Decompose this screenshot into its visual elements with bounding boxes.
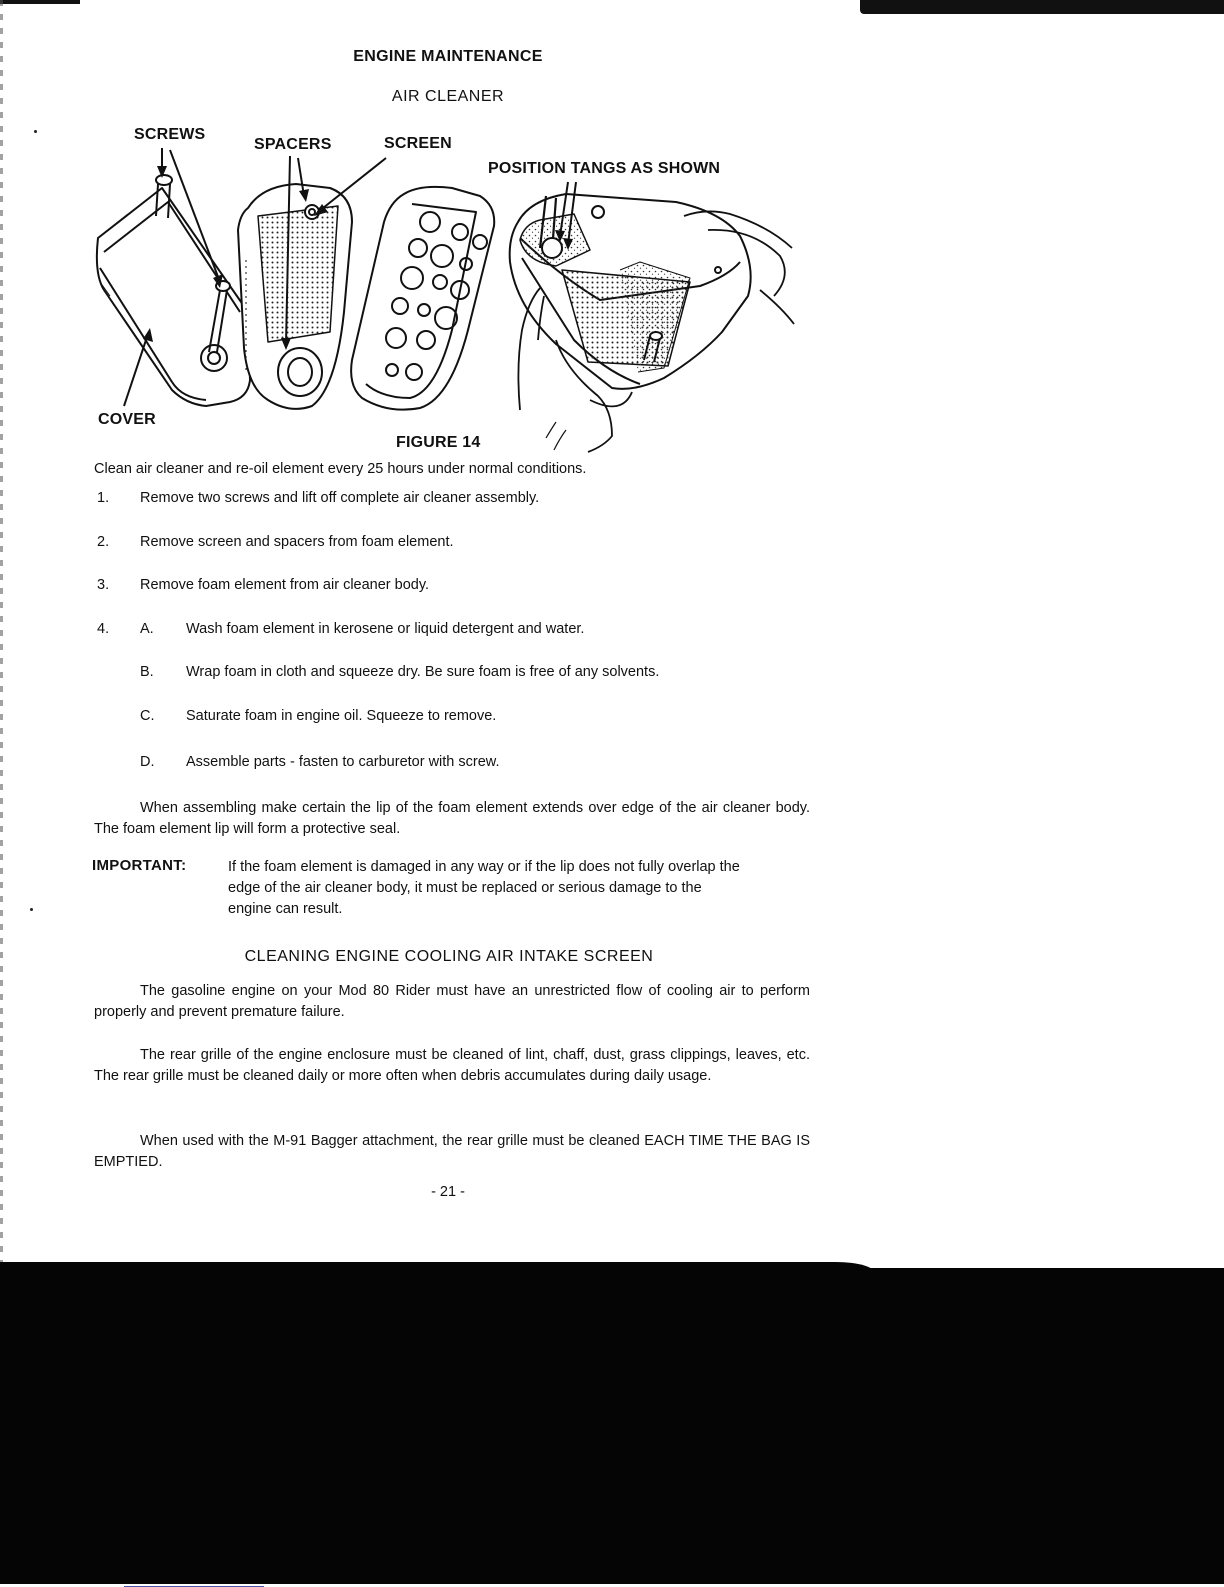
cooling-section-title: CLEANING ENGINE COOLING AIR INTAKE SCREEN: [244, 948, 654, 965]
cooling-paragraph-3: When used with the M-91 Bagger attachment, the rear grille must be cleaned EACH TIME THE BAG IS EMPTIED.: [94, 1133, 810, 1170]
substep-letter: D.: [140, 754, 155, 770]
step-text: Remove two screws and lift off complete air cleaner assembly.: [140, 490, 540, 506]
screen-part: [351, 187, 494, 410]
substep-letter: B.: [140, 664, 154, 680]
intro-text: Clean air cleaner and re-oil element every 25 hours under normal conditions.: [94, 461, 587, 477]
step-text: Remove screen and spacers from foam element.: [140, 534, 454, 550]
important-text: If the foam element is damaged in any way or if the lip does not fully overlap the edge of the air cleaner body, it must be replaced or serious damage to the engine can result.: [228, 859, 740, 917]
figure-label-screen: SCREEN: [384, 135, 452, 152]
air-cleaner-body-part: [510, 194, 751, 389]
substep-text: Saturate foam in engine oil. Squeeze to remove.: [186, 708, 497, 724]
figure-caption: FIGURE 14: [396, 434, 481, 451]
page-curl: [0, 1262, 876, 1286]
figure-label-spacers: SPACERS: [254, 136, 332, 153]
cooling-paragraph-2: The rear grille of the engine enclosure must be cleaned of lint, chaff, dust, grass clippings, leaves, etc. The rear grille must be cleaned daily or more often when debris accumulates during daily usage.: [94, 1047, 810, 1084]
scan-speck: [30, 908, 33, 911]
substep-text: Wash foam element in kerosene or liquid detergent and water.: [186, 621, 585, 637]
step-number: 1.: [97, 490, 110, 506]
page-number: - 21 -: [431, 1184, 465, 1200]
scan-dark-bottom: [0, 1268, 1224, 1584]
foam-element-part: [238, 184, 352, 409]
substep-text: Wrap foam in cloth and squeeze dry. Be sure foam is free of any solvents.: [186, 664, 660, 680]
substep-letter: A.: [140, 621, 154, 637]
assembly-note: When assembling make certain the lip of the foam element extends over edge of the air cleaner body. The foam element lip will form a protective seal.: [94, 800, 810, 837]
step-number: 3.: [97, 577, 110, 593]
section-title: ENGINE MAINTENANCE: [353, 48, 543, 65]
figure-label-tangs: POSITION TANGS AS SHOWN: [488, 160, 721, 177]
step-number: 2.: [97, 534, 110, 550]
substep-letter: C.: [140, 708, 155, 724]
cover-part: [97, 188, 250, 406]
figure-label-screws: SCREWS: [134, 126, 206, 143]
important-label: IMPORTANT:: [92, 857, 187, 874]
figure-label-cover: COVER: [98, 411, 156, 428]
substep-text: Assemble parts - fasten to carburetor with screw.: [186, 754, 500, 770]
step-text: Remove foam element from air cleaner body.: [140, 577, 430, 593]
air-cleaner-illustration: [0, 0, 1224, 470]
cooling-paragraph-1: The gasoline engine on your Mod 80 Rider must have an unrestricted flow of cooling air to perform properly and prevent premature failure.: [94, 983, 810, 1020]
step-number: 4.: [97, 621, 110, 637]
subsection-title: AIR CLEANER: [391, 88, 505, 105]
